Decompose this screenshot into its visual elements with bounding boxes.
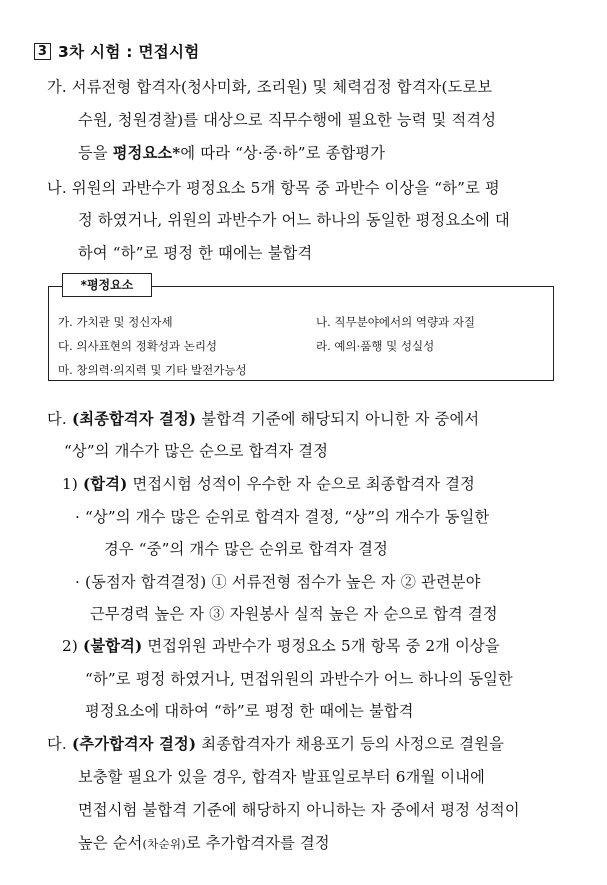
- item-na-line-3: 하여 “하”로 평정 한 때에는 불합격: [78, 244, 313, 262]
- criteria-keyword: 평정요소*: [112, 144, 181, 162]
- criteria-item: 가. 가치관 및 정신자세: [58, 315, 173, 329]
- item-ga-line-1: 가. 서류전형 합격자(청사미화, 조리원) 및 체력검정 합격자(도로보: [47, 78, 493, 96]
- additional-pass-heading: (추가합격자 결정): [71, 735, 197, 753]
- criteria-box-tag: *평정요소: [62, 273, 152, 297]
- pass-line-1: 1) (합격) 면접시험 성적이 우수한 자 순으로 최종합격자 결정: [62, 475, 476, 493]
- item-na-line-1: 나. 위원의 과반수가 평정요소 5개 항목 중 과반수 이상을 “하”로 평: [47, 179, 500, 197]
- item-da-final-line-2: “상”의 개수가 많은 순으로 합격자 결정: [64, 442, 329, 460]
- item-ga-line-2: 수원, 청원경찰)를 대상으로 직무수행에 필요한 능력 및 적격성: [78, 111, 497, 129]
- pass-bullet-1-line-1: · “상”의 개수 많은 순위로 합격자 결정, “상”의 개수가 동일한: [75, 508, 490, 526]
- item-da-additional-line-4: 높은 순서(차순위)로 추가합격자를 결정: [78, 834, 330, 852]
- pass-bullet-2-line-1: · (동점자 합격결정) ① 서류전형 점수가 높은 자 ② 관련분야: [75, 573, 481, 591]
- criteria-item: 마. 창의력·의지력 및 기타 발전가능성: [58, 363, 247, 377]
- item-da-additional-line-3: 면접시험 불합격 기준에 해당하지 아니하는 자 중에서 평정 성적이: [78, 801, 520, 819]
- pass-bullet-2-line-2: 근무경력 높은 자 ③ 자원봉사 실적 높은 자 순으로 합격 결정: [90, 605, 498, 623]
- priority-note: (차순위): [142, 837, 186, 851]
- final-pass-heading: (최종합격자 결정): [71, 410, 197, 428]
- item-ga-line-3: 등을 평정요소*에 따라 “상·중·하”로 종합평가: [78, 144, 386, 162]
- criteria-item: 라. 예의·품행 및 성실성: [316, 339, 435, 353]
- criteria-item: 나. 직무분야에서의 역량과 자질: [316, 315, 476, 329]
- item-da-final-line-1: 다. (최종합격자 결정) 불합격 기준에 해당되지 아니한 자 중에서: [47, 410, 480, 428]
- fail-line-3: 평정요소에 대하여 “하”로 평정 한 때에는 불합격: [85, 702, 414, 720]
- item-da-additional-line-1: 다. (추가합격자 결정) 최종합격자가 채용포기 등의 사정으로 결원을: [47, 735, 504, 753]
- fail-heading: (불합격): [83, 637, 143, 655]
- section-number-box: 3: [34, 43, 51, 60]
- section-heading: [34, 40, 200, 62]
- pass-heading: (합격): [83, 475, 128, 493]
- criteria-item: 다. 의사표현의 정확성과 논리성: [58, 339, 218, 353]
- fail-line-1: 2) (불합격) 면접위원 과반수가 평정요소 5개 항목 중 2개 이상을: [62, 637, 500, 655]
- pass-bullet-1-line-2: 경우 “중”의 개수 많은 순위로 합격자 결정: [104, 540, 389, 558]
- section-title: 3차 시험 : 면접시험: [58, 43, 200, 61]
- fail-line-2: “하”로 평정 하였거나, 면접위원의 과반수가 어느 하나의 동일한: [85, 670, 513, 688]
- item-na-line-2: 정 하였거나, 위원의 과반수가 어느 하나의 동일한 평정요소에 대: [78, 211, 510, 229]
- item-da-additional-line-2: 보충할 필요가 있을 경우, 합격자 발표일로부터 6개월 이내에: [78, 768, 485, 786]
